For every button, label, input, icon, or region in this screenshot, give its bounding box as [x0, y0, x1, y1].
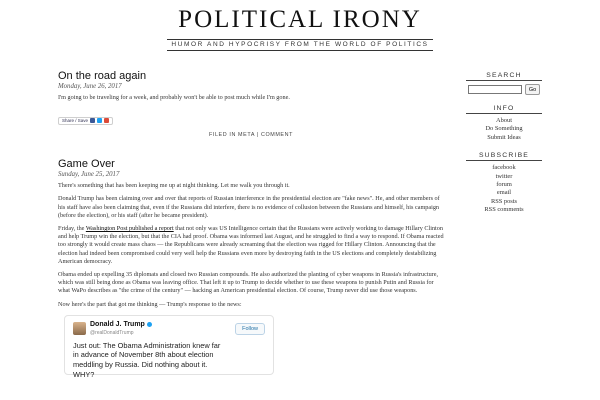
sidebar-item-twitter[interactable]: twitter [495, 172, 513, 180]
post-title[interactable]: Game Over [58, 158, 115, 171]
washington-post-link[interactable]: Washington Post published a report [85, 225, 174, 233]
comment-link[interactable]: COMMENT [260, 132, 294, 139]
search-form [466, 84, 542, 95]
filed-in-label: FILED IN [208, 132, 236, 139]
avatar[interactable] [73, 322, 86, 335]
post-title[interactable]: On the road again [58, 70, 147, 82]
sidebar-item-email[interactable]: email [496, 189, 512, 197]
subscribe-heading: SUBSCRIBE [466, 152, 542, 161]
info-list [466, 117, 542, 142]
post-paragraph: There's something that has been keeping me up at night thinking. Let me walk you through it. [58, 182, 290, 190]
tweet-handle[interactable]: @realDonaldTrump [90, 329, 134, 336]
facebook-icon [90, 118, 95, 123]
sidebar [466, 72, 542, 225]
sidebar-item-about[interactable]: About [496, 117, 512, 124]
post-paragraph: Donald Trump has been claiming over and over that reports of Russian interference in the presidential election are "fake news". He, and other members of his staff have also been claiming that, even if the Russians did interfere, there is no evidence of collusion between the Russians and himself, his campaign (before the election), or his staff (after he became president). [58, 195, 440, 219]
post-date: Monday, June 26, 2017 [58, 83, 122, 90]
sidebar-item-do-something[interactable]: Do Something [485, 125, 523, 133]
site-tagline: HUMOR AND HYPOCRISY FROM THE WORLD OF POLITICS [171, 41, 429, 48]
email-icon [104, 118, 109, 123]
post [58, 70, 444, 138]
post-paragraph: I'm going to be traveling for a week, and probably won't be able to post much while I'm gone. [58, 94, 290, 101]
subscribe-list [466, 164, 542, 214]
follow-button[interactable]: Follow [235, 323, 265, 335]
sidebar-item-rss-posts[interactable]: RSS posts [490, 197, 518, 205]
post-meta [58, 132, 444, 138]
post-paragraph: Obama ended up expelling 35 diplomats and closed two Russian compounds. He also authorized the planting of cyber weapons in Russia's infrastructure, which was still being done as Obama was leaving office. That left it up to Trump to decide whether to use these weapons to punish Putin and Russia for what WaPo describes as "the crime of the century" — hacking an American presidential election. Of course, Trump never did use those weapons. [58, 271, 439, 295]
post-date: Sunday, June 25, 2017 [58, 171, 120, 179]
tweet-text: Just out: The Obama Administration knew far in advance of November 8th about election meddling by Russia. Did nothing about it. WHY? [73, 340, 221, 379]
sidebar-item-forum[interactable]: forum [496, 181, 512, 189]
share-save-label: Share / Save [62, 118, 89, 124]
header-rule-bottom [167, 50, 433, 51]
main-content [58, 70, 444, 379]
embedded-tweet [64, 315, 274, 379]
post [58, 158, 444, 379]
share-button[interactable] [58, 117, 113, 125]
twitter-icon [97, 118, 102, 123]
category-link[interactable]: META [238, 132, 255, 139]
meta-separator: | [256, 132, 259, 139]
sidebar-item-facebook[interactable]: facebook [492, 164, 516, 172]
verified-icon [147, 322, 152, 327]
site-title[interactable]: POLITICAL IRONY [178, 6, 422, 33]
paragraph-rest: that not only was US Intelligence certain that the Russians were actively working to damage Hillary Clinton and help Trump win the election, but that the CIA had proof. Obama was informed last August, and he struggled to find a way to respond. If Obama reacted too strongly it would create mass chaos — the Republicans were already screaming that the election was rigged for Hillary Clinton. Announcing that the election had indeed been compromised could very well help the Russians even more by destroying faith in the US elections and completely destabilizing American democracy. [58, 225, 444, 265]
sidebar-item-rss-comments[interactable]: RSS comments [484, 206, 524, 214]
search-go-button[interactable]: Go [525, 84, 540, 95]
paragraph-lead: Friday, the [58, 225, 86, 233]
sidebar-item-submit-ideas[interactable]: Submit Ideas [487, 133, 521, 141]
info-heading: INFO [466, 105, 542, 114]
search-input[interactable] [468, 85, 522, 94]
post-paragraph: Now here's the part that got me thinking — Trump's response to the news: [58, 300, 242, 308]
search-heading: SEARCH [466, 72, 542, 81]
post-paragraph [58, 225, 444, 266]
tweet-author-name[interactable]: Donald J. Trump [90, 321, 152, 328]
